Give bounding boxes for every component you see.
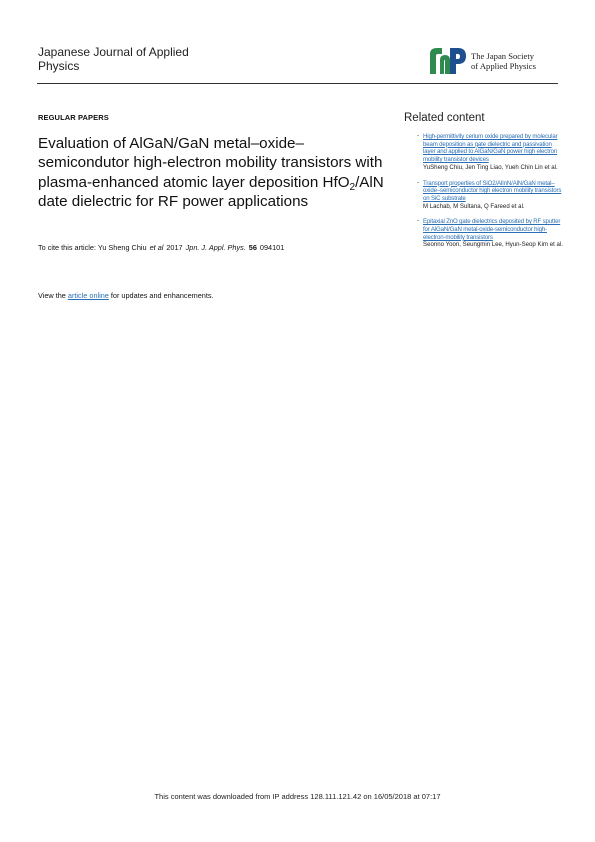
journal-name-line2: Physics bbox=[38, 59, 80, 73]
article-title bbox=[38, 134, 393, 212]
related-item-link[interactable]: Epitaxial ZnO gate dielectrics deposited by RF sputter for AlGaN/GaN metal-oxide-semiconductor high-electron-mobility transistors bbox=[423, 218, 561, 241]
related-item-authors: Seonno Yoon, Seungmin Lee, Hyun-Seop Kim et al. bbox=[423, 241, 563, 249]
related-item bbox=[418, 180, 563, 211]
view-online-line bbox=[38, 291, 398, 300]
related-item bbox=[418, 218, 563, 249]
related-item bbox=[418, 133, 563, 172]
section-label: REGULAR PAPERS bbox=[38, 113, 109, 122]
society-name bbox=[471, 51, 571, 71]
title-part1: Evaluation of AlGaN/GaN metal–oxide–semicondutor high-electron mobility transistors with plasma-enhanced atomic layer deposition HfO bbox=[38, 135, 383, 191]
related-item-authors: YuSheng Chiu, Jen Ting Liao, Yueh Chin Lin et al. bbox=[423, 163, 558, 171]
article-online-link[interactable]: article online bbox=[67, 291, 109, 300]
society-name-line1: The Japan Society bbox=[471, 51, 535, 61]
society-logo bbox=[428, 46, 558, 78]
cite-prefix: To cite this article: Yu Sheng Chiu bbox=[38, 243, 147, 252]
related-content-list bbox=[418, 133, 563, 257]
journal-name bbox=[38, 45, 238, 73]
cite-journal: Jpn. J. Appl. Phys. bbox=[185, 243, 246, 252]
title-subscript: 2 bbox=[349, 181, 356, 193]
download-notice: This content was downloaded from IP address 128.111.121.42 on 16/05/2018 at 07:17 bbox=[154, 792, 441, 801]
view-prefix: View the bbox=[38, 291, 66, 300]
view-suffix: for updates and enhancements. bbox=[110, 291, 214, 300]
bullet-icon: - bbox=[417, 218, 419, 225]
related-item-link[interactable]: Transport properties of SiO2/AlInN/AlN/GaN metal–oxide–semiconductor high electron mobility transistors on SiC substrate bbox=[423, 179, 562, 202]
cite-article-number: 094101 bbox=[259, 243, 285, 252]
title-part2: /AlN date dielectric for RF power applications bbox=[38, 173, 384, 211]
related-content-heading: Related content bbox=[404, 112, 485, 124]
cite-etal: et al bbox=[149, 243, 164, 252]
header-divider bbox=[37, 83, 558, 84]
jsap-logo-icon bbox=[428, 46, 468, 76]
cite-volume: 56 bbox=[248, 243, 257, 252]
journal-name-line1: Japanese Journal of Applied bbox=[38, 45, 189, 59]
bullet-icon: - bbox=[417, 179, 419, 186]
citation bbox=[38, 243, 398, 252]
related-item-authors: M Lachab, M Sultana, Q Fareed et al. bbox=[423, 202, 525, 210]
society-name-line2: of Applied Physics bbox=[471, 61, 536, 71]
cite-year: 2017 bbox=[166, 243, 183, 252]
related-item-link[interactable]: High-permittivity cerium oxide prepared by molecular beam deposition as gate dielectric and passivation layer and applied to AlGaN/GaN power high electron mobility transistor devices bbox=[423, 133, 558, 164]
bullet-icon: - bbox=[417, 133, 419, 139]
